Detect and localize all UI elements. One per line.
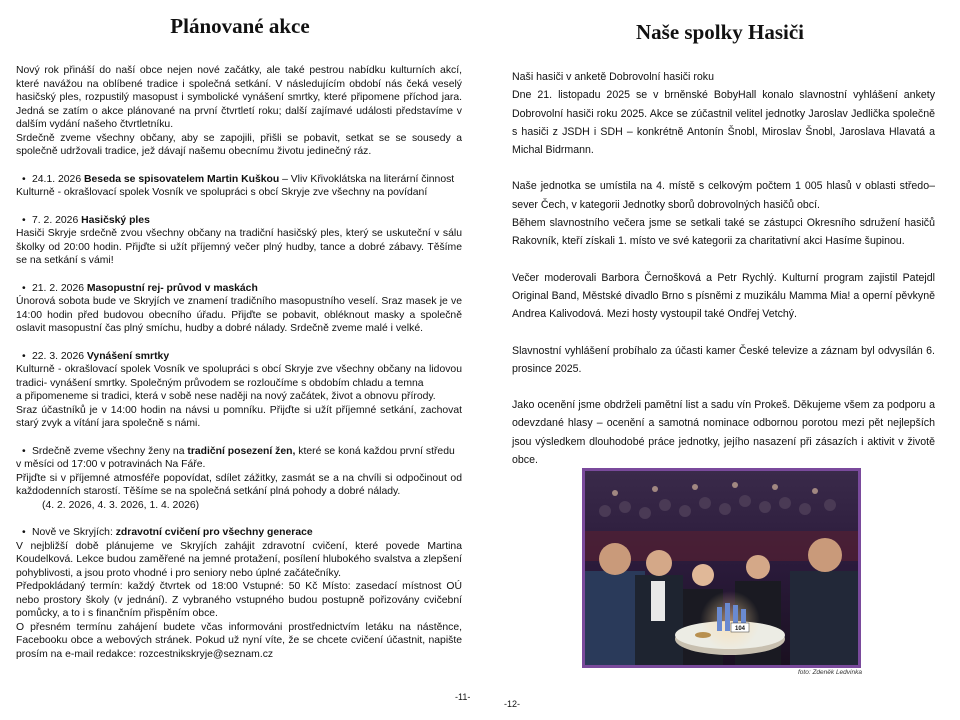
event-title: Beseda se spisovatelem Martin Kuškou: [84, 173, 280, 185]
exercise-text: Předpokládaný termín: každý čtvrtek od 18:00 Vstupné: 50 Kč Místo: zasedací místnost OÚ nebo prostory školy (v jednání). Z vybraného vstupného budou postupně pořizovány cvičební pomůcky, a to i s finančním přispěním obce.: [16, 581, 462, 619]
intro-paragraph-1: Nový rok přináší do naší obce nejen nové začátky, ale také pestrou nabídku kulturních akcí, které navážou na oblíbené tradice i společná setkání. V následujícím období nás čeká veselý hasičský ples, rozpustilý masopust i symbolické vynášení smrtky, které připomene příchod jara. Jedná se zatím o akce plánované na první čtvrtletí roku; další zajímavé události představíme v dalším vydání našeho čtvrtletníku.: [16, 65, 462, 130]
event-title: Hasičský ples: [81, 214, 150, 226]
event-subtitle: – Vliv Křivoklátska na literární činnost: [279, 173, 455, 185]
firefighters-photo: [582, 468, 861, 668]
article-paragraph: Jako ocenění jsme obdrželi pamětní list a sadu vín Prokeš. Děkujeme všem za podporu a odevzdané hlasy – ocenění a samotná nominace odbornou porotou mezi pět nejlepších jsou výsledkem dlouhodobé práce jednotky, jejího nasazení při zásazích i aktivit v životě obce.: [512, 399, 935, 467]
article-paragraph: Během slavnostního večera jsme se setkali také se zástupci Okresního sdružení hasičů Rakovník, kteří získali 1. místo ve své kategorii za charitativní akci Hasíme šupinou.: [512, 217, 935, 248]
exercise-intro: Nově ve Skryjích:: [32, 527, 116, 538]
exercise-text: O přesném termínu zahájení budete včas informováni prostřednictvím letáku na nástěnce, Facebooku obce a webových stránek. Pokud už nyní víte, že se chcete cvičení účastnit, napište prosím na e-mail redakce: rozcestnikskryje@seznam.cz: [16, 621, 462, 660]
women-meeting: • Srdečně zveme všechny ženy na tradiční posezení žen, které se koná každou první středu v měsíci od 17:00 v potravinách Na Fáře. Přijďte si v příjemné atmosféře popovídat, sdílet zážitky, zasmát se a na chvíli si odpočinout od každodenních starostí. Těšíme se na společná setkání plná pohody a dobré nálady. (4. 2. 2026, 4. 3. 2026, 1. 4. 2026): [16, 445, 462, 511]
article-paragraph: Naše jednotka se umístila na 4. místě s celkovým počtem 1 005 hlasů v oblasti středo–sever Čech, v kategorii Jednotky sborů dobrovolných hasičů obcí.: [512, 180, 935, 211]
event-text: Kulturně - okrašlovací spolek Vosník ve spolupráci s obcí Skryje zve všechny na povídaní: [16, 187, 428, 198]
event-title: Masopustní rej- průvod v maskách: [86, 282, 258, 294]
exercise-text: V nejbližší době plánujeme ve Skryjích zahájit zdravotní cvičení, které povede Martina Koudelková. Lekce budou zaměřené na jemné protažení, posílení hlubokého svalstva a zlepšení pohyblivosti, a jsou proto vhodné i pro seniory nebo úplné začátečníky.: [16, 540, 462, 579]
event-date: 22. 3. 2026: [32, 350, 84, 362]
women-dates: (4. 2. 2026, 4. 3. 2026, 1. 4. 2026): [42, 499, 200, 511]
event-text: Hasiči Skryje srdečně zvou všechny občany na tradiční hasičský ples, který se uskuteční v sálu školky od 20:00 hodin. Přijďte si užít příjemný večer plný hudby, tance a dobré zábavy. Těšíme se na setkání s vámi!: [16, 228, 462, 266]
event-date: 21. 2. 2026: [32, 282, 84, 294]
event-1: • 24.1. 2026 Beseda se spisovatelem Martin Kuškou – Vliv Křivoklátska na literární činnost Kulturně - okrašlovací spolek Vosník ve spolupráci s obcí Skryje zve všechny na povídaní: [16, 173, 462, 200]
right-page-title: Naše spolky Hasiči: [635, 20, 805, 44]
women-text: Přijďte si v příjemné atmosféře popovídat, sdílet zážitky, zasmát se a na chvíli si odpočinout od každodenních starostí. Těšíme se na společná setkání plná pohody a dobré nálady.: [16, 472, 462, 497]
event-text: a připomeneme si tradici, která v sobě nese naději na nový začátek, život a obnovu přírody.: [16, 391, 436, 402]
women-text: v měsíci od 17:00 v potravinách Na Fáře.: [16, 459, 206, 470]
page-number-left: -11-: [455, 692, 471, 702]
women-intro: Srdečně zveme všechny ženy na: [32, 445, 188, 457]
women-title: tradiční posezení žen,: [187, 445, 296, 457]
event-text: Kulturně - okrašlovací spolek Vosník ve spolupráci s obcí Skryje zve všechny občany na lidovou tradici- vynášení smrtky. Společným průvodem se rozloučíme s obdobím chladu a temna: [16, 364, 462, 389]
event-text: Únorová sobota bude ve Skryjích ve znamení tradičního masopustního veselí. Sraz masek je ve 14:00 hodin před budovou obecního úřadu. Přijďte se pobavit, obléknout masky a společně oslavit masopustní čas plný smíchu, hudby a dobré nálady. Srdečně zveme malé i velké.: [16, 296, 462, 334]
firefighters-photo-image: [585, 471, 858, 665]
article-paragraph: Večer moderovali Barbora Černošková a Petr Rychlý. Kulturní program zajistil Patejdl Original Band, Městské divadlo Brno s písněmi z muzikálu Mamma Mia! a operní pěvkyně Andrea Kalivodová. Mezi hosty vystoupil také Ondřej Vetchý.: [512, 271, 935, 321]
photo-credit: foto: Zdeněk Ledvinka: [798, 669, 862, 676]
exercise-title: zdravotní cvičení pro všechny generace: [115, 527, 313, 538]
exercise-announcement: • Nově ve Skryjích: zdravotní cvičení pro všechny generace V nejbližší době plánujeme ve Skryjích zahájit zdravotní cvičení, které povede Martina Koudelková. Lekce budou zaměřené na jemné protažení, posílení hlubokého svalstva a zlepšení pohyblivosti, a jsou proto vhodné i pro seniory nebo úplné začátečníky. Předpokládaný termín: každý čtvrtek od 18:00 Vstupné: 50 Kč Místo: zasedací místnost OÚ nebo prostory školy (v jednání). Z vybraného vstupného budou postupně pořizovány cvičební pomůcky, a to i s finančním přispěním obce. O přesném termínu zahájení budete včas informováni prostřednictvím letáku na nástěnce, Facebooku obce a webových stránek. Pokud už nyní víte, že se chcete cvičení účastnit, napište prosím na e-mail redakce: rozcestnikskryje@seznam.cz: [16, 527, 462, 660]
event-date: 24.1. 2026: [32, 173, 82, 185]
event-title: Vynášení smrtky: [86, 350, 170, 362]
event-3: • 21. 2. 2026 Masopustní rej- průvod v maskách Únorová sobota bude ve Skryjích ve znamení tradičního masopustního veselí. Sraz masek je ve 14:00 hodin před budovou obecního úřadu. Přijďte se pobavit, obléknout masky a společně oslavit masopustní čas plný smíchu, hudby a dobré nálady. Srdečně zveme malé i velké.: [16, 282, 462, 334]
event-text: Sraz účastníků je v 14:00 hodin na návsi u pomníku. Přijďte si užít příjemné setkání, zachovat starý zvyk a vítání jara společně s námi.: [16, 404, 462, 429]
event-4: • 22. 3. 2026 Vynášení smrtky Kulturně - okrašlovací spolek Vosník ve spolupráci s obcí Skryje zve všechny občany na lidovou tradici- vynášení smrtky. Společným průvodem se rozloučíme s obdobím chladu a temna a připomeneme si tradici, která v sobě nese naději na nový začátek, život a obnovu přírody. Sraz účastníků je v 14:00 hodin na návsi u pomníku. Přijďte si užít příjemné setkání, zachovat starý zvyk a vítání jara společně s námi.: [16, 350, 462, 429]
article-heading: Naši hasiči v anketě Dobrovolní hasiči roku: [512, 71, 714, 83]
article-paragraph: Dne 21. listopadu 2025 se v brněnské BobyHall konalo slavnostní vyhlášení ankety Dobrovolní hasiči roku 2025. Akce se zúčastnil velitel jednotky Jaroslav Jedlička společně s hasiči z JSDH i SDH – konkrétně Antonín Šnobl, Miroslav Šnobl, Jaroslava Hlavatá a Michal Bidrmann.: [512, 89, 935, 157]
event-2: • 7. 2. 2026 Hasičský ples Hasiči Skryje srdečně zvou všechny občany na tradiční hasičský ples, který se uskuteční v sálu školky od 20:00 hodin. Přijďte si užít příjemný večer plný hudby, tance a dobré zábavy. Těšíme se na setkání s vámi!: [16, 214, 462, 266]
article-paragraph: Slavnostní vyhlášení probíhalo za účasti kamer České televize a záznam byl odvysílán 6. prosince 2025.: [512, 344, 935, 375]
left-page-body: [16, 64, 462, 661]
page-number-right: -12-: [504, 699, 521, 709]
women-intro-end: které se koná každou první středu: [295, 445, 455, 457]
event-date: 7. 2. 2026: [32, 214, 79, 226]
right-page-body: [512, 68, 935, 469]
table-number: 104: [734, 626, 746, 632]
left-page-title: Plánované akce: [170, 14, 310, 38]
intro-paragraph-2: Srdečně zveme všechny občany, aby se zapojili, přišli se pobavit, setkat se se sousedy a společně udržovali tradice, jež dávají našemu obecnímu životu jedinečný ráz.: [16, 132, 462, 157]
